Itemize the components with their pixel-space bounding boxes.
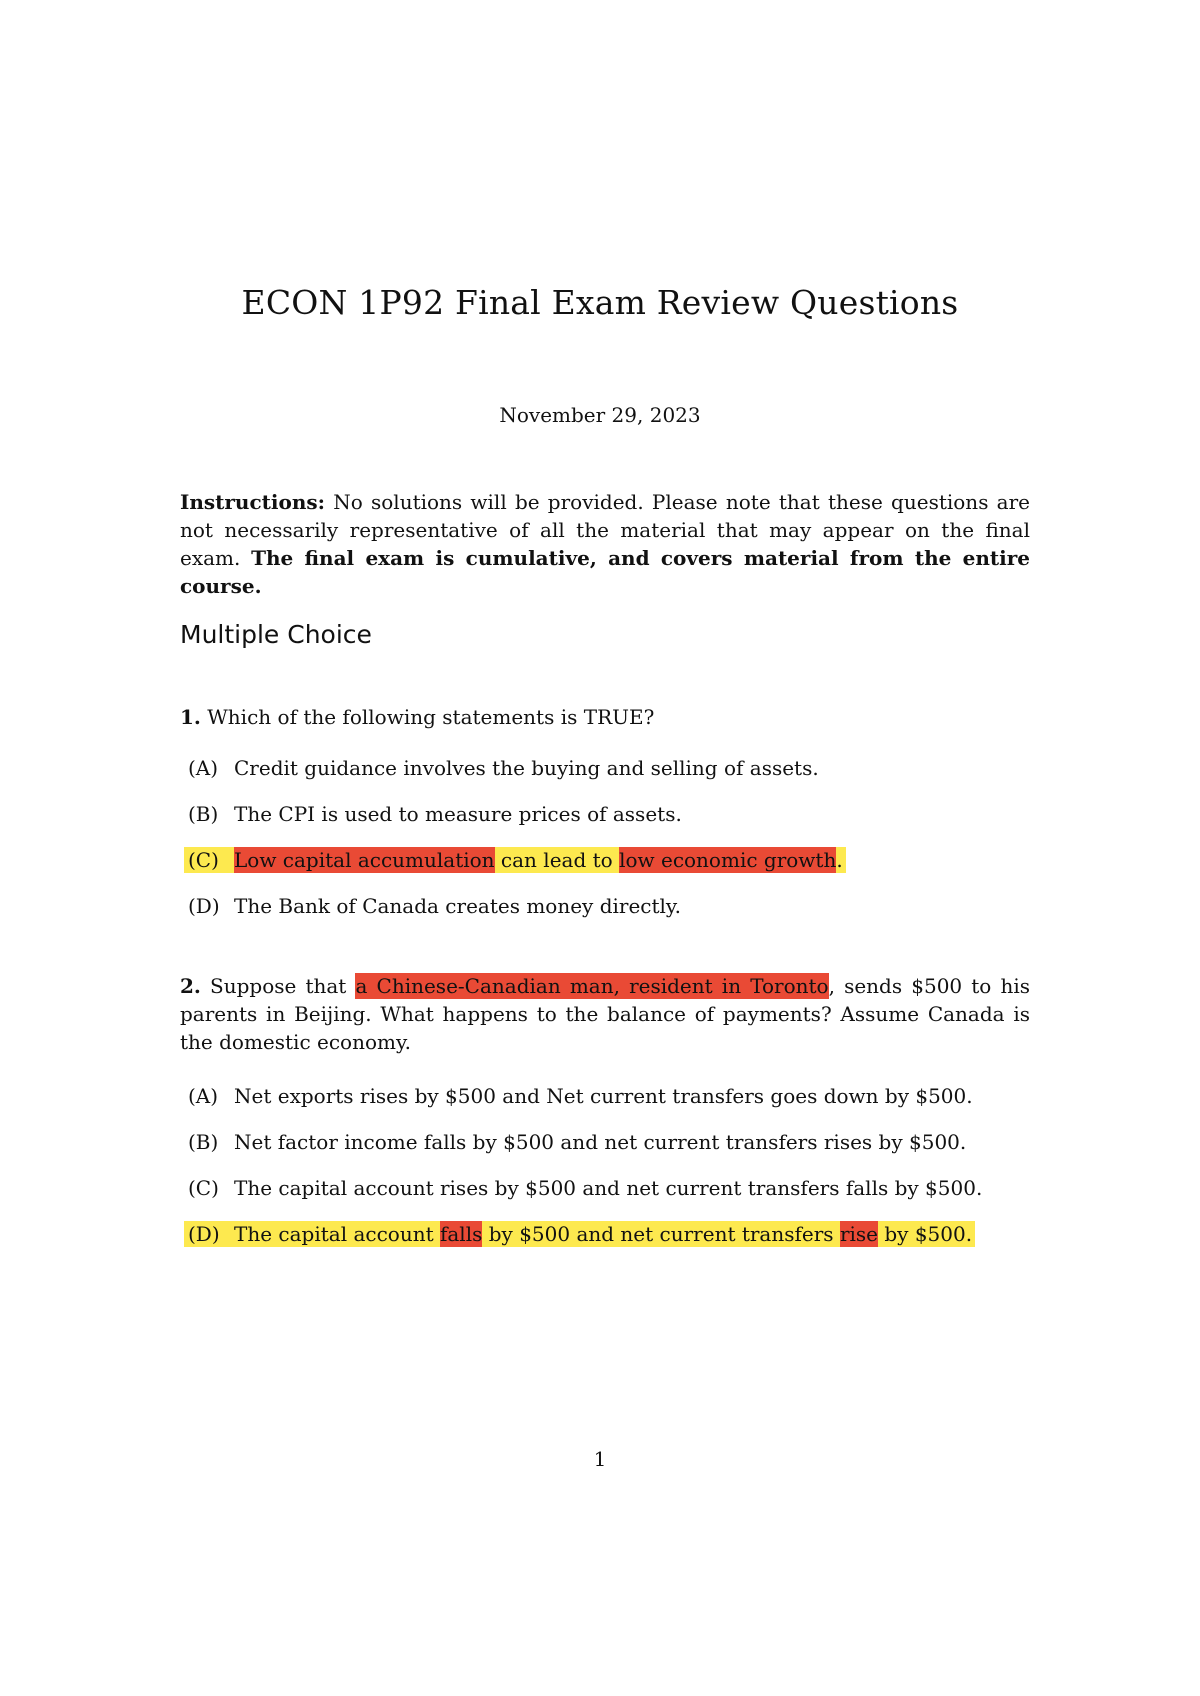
question-2-options	[188, 1082, 1028, 1266]
instructions-text: No solutions will be provided. Please note that these questions are not necessarily representative of all the material that may appear on the final exam.	[180, 490, 1030, 570]
question-text: Which of the following statements is TRUE?	[200, 705, 655, 729]
instructions-bold-text: The final exam is cumulative, and covers material from the entire course.	[180, 546, 1030, 598]
option-label: (B)	[188, 1130, 219, 1154]
option-label: (C)	[188, 1176, 219, 1200]
question-text: , sends $500 to his parents in Beijing. What happens to the balance of payments? Assume Canada is the domestic economy.	[180, 974, 1030, 1054]
document-date: November 29, 2023	[499, 403, 701, 427]
instructions-lead: Instructions:	[180, 490, 326, 514]
yellow-highlight	[184, 1221, 975, 1247]
yellow-highlight	[184, 847, 846, 873]
option-label: (D)	[188, 894, 220, 918]
question-text: Suppose that	[200, 974, 356, 998]
red-highlight: a Chinese-Canadian man, resident in Toronto	[355, 974, 829, 998]
option-b	[188, 800, 1028, 846]
option-c	[188, 1174, 1028, 1220]
option-text: .	[836, 848, 843, 872]
option-label: (A)	[188, 1084, 219, 1108]
option-c-highlighted	[188, 846, 1028, 892]
question-number: 1.	[180, 705, 201, 729]
option-text: Credit guidance involves the buying and selling of assets.	[234, 756, 819, 780]
option-text: Net exports rises by $500 and Net current transfers goes down by $500.	[234, 1084, 973, 1108]
red-highlight: Low capital accumulation	[234, 848, 495, 872]
question-number: 2.	[180, 974, 201, 998]
option-d-highlighted	[188, 1220, 1028, 1266]
option-d	[188, 892, 1028, 938]
question-1	[180, 703, 1030, 731]
option-text: The CPI is used to measure prices of assets.	[234, 802, 682, 826]
option-label: (C)	[188, 848, 219, 872]
instructions-paragraph	[180, 488, 1030, 600]
option-text: Net factor income falls by $500 and net current transfers rises by $500.	[234, 1130, 967, 1154]
option-a	[188, 754, 1028, 800]
option-label: (A)	[188, 756, 219, 780]
option-text: The Bank of Canada creates money directly.	[234, 894, 681, 918]
question-1-options	[188, 754, 1028, 938]
option-text: The capital account	[234, 1222, 440, 1246]
option-label: (D)	[188, 1222, 220, 1246]
red-highlight: low economic growth	[619, 848, 837, 872]
red-highlight: rise	[839, 1222, 878, 1246]
option-text: by $500.	[878, 1222, 973, 1246]
question-2	[180, 972, 1030, 1056]
option-text: The capital account rises by $500 and net current transfers falls by $500.	[234, 1176, 983, 1200]
option-text: can lead to	[494, 848, 620, 872]
option-label: (B)	[188, 802, 219, 826]
option-text: by $500 and net current transfers	[482, 1222, 840, 1246]
document-title: ECON 1P92 Final Exam Review Questions	[241, 283, 959, 322]
option-a	[188, 1082, 1028, 1128]
section-heading: Multiple Choice	[180, 620, 372, 649]
red-highlight: falls	[439, 1222, 483, 1246]
page-number: 1	[593, 1447, 607, 1471]
option-b	[188, 1128, 1028, 1174]
